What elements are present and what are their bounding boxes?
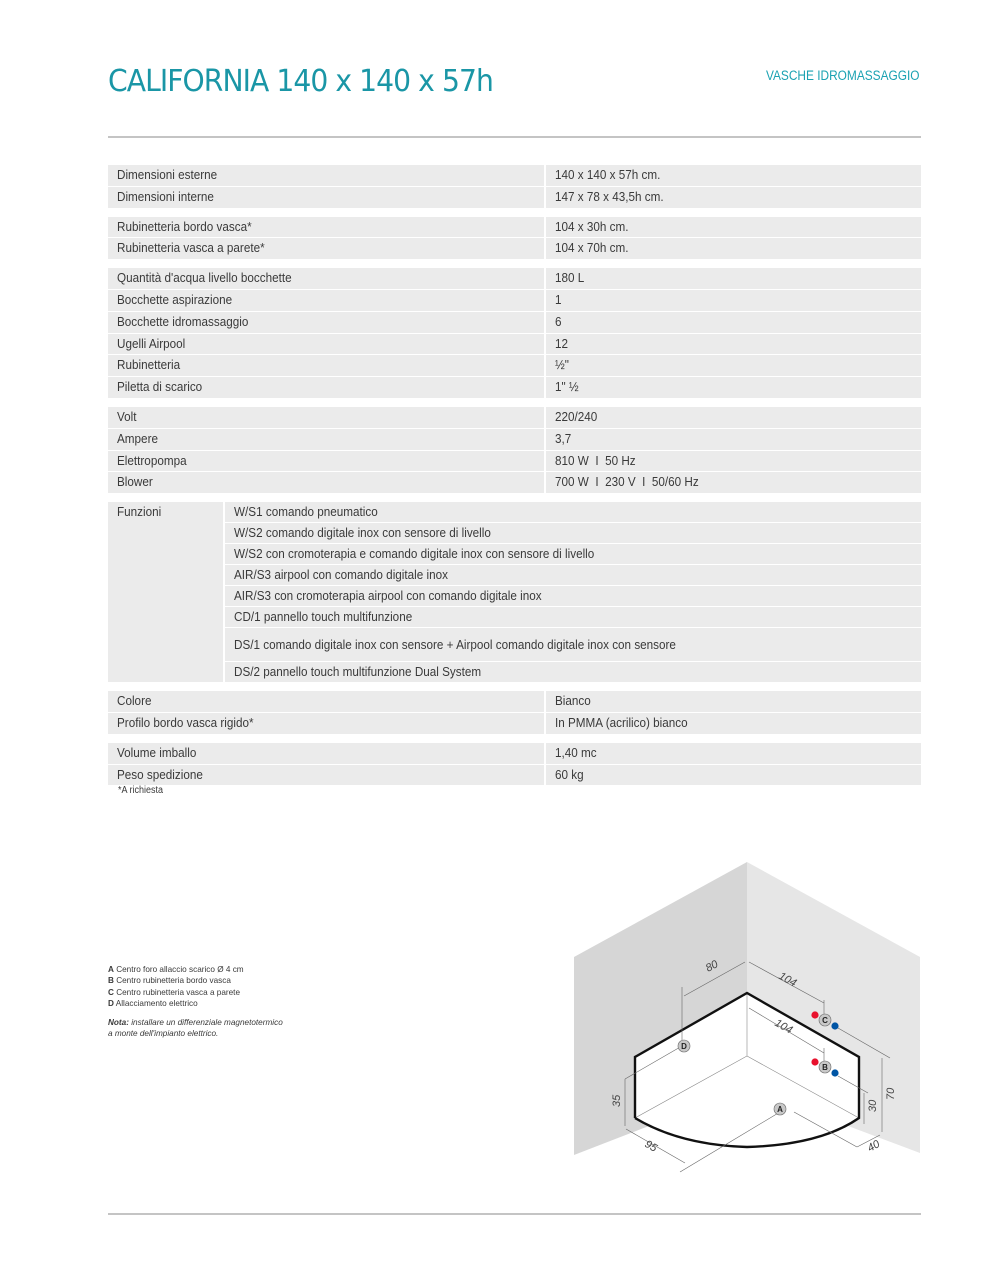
spec-group <box>108 743 921 786</box>
spec-label: Rubinetteria bordo vasca* <box>108 217 544 238</box>
spec-label: Bocchette idromassaggio <box>108 312 544 333</box>
spec-row <box>108 451 921 472</box>
spec-value: Bianco <box>546 691 921 712</box>
spec-value: 1,40 mc <box>546 743 921 764</box>
dimension-95: 95 <box>642 1138 660 1155</box>
spec-value: 104 x 30h cm. <box>546 217 921 238</box>
spec-row <box>108 187 921 208</box>
spec-row <box>108 290 921 311</box>
top-divider <box>108 136 921 138</box>
page-title: CALIFORNIA 140 x 140 x 57h <box>108 64 493 99</box>
spec-row <box>108 691 921 712</box>
hot-water-icon <box>811 1011 818 1018</box>
spec-row <box>108 472 921 493</box>
marker-c-label: C <box>822 1016 828 1025</box>
dimension-35: 35 <box>611 1094 623 1107</box>
function-item: CD/1 pannello touch multifunzione <box>225 607 921 627</box>
marker-d <box>678 1040 690 1052</box>
legend-item: B Centro rubinetteria bordo vasca <box>108 976 231 986</box>
bottom-divider <box>108 1213 921 1215</box>
installation-diagram <box>560 850 940 1180</box>
diagram-legend <box>108 964 288 1040</box>
spec-row <box>108 355 921 376</box>
spec-value: 220/240 <box>546 407 921 428</box>
spec-value: 140 x 140 x 57h cm. <box>546 165 921 186</box>
spec-group <box>108 268 921 398</box>
spec-group <box>108 165 921 208</box>
spec-value: 700 W I 230 V I 50/60 Hz <box>546 472 921 493</box>
spec-value: 180 L <box>546 268 921 289</box>
spec-row <box>108 268 921 289</box>
function-item: DS/2 pannello touch multifunzione Dual System <box>225 662 921 682</box>
cold-water-icon <box>831 1022 838 1029</box>
spec-value: 3,7 <box>546 429 921 450</box>
marker-b-label: B <box>822 1063 828 1072</box>
spec-group <box>108 407 921 493</box>
functions-label: Funzioni <box>108 502 223 682</box>
spec-label: Ugelli Airpool <box>108 334 544 355</box>
footnote: *A richiesta <box>118 785 164 796</box>
spec-row <box>108 407 921 428</box>
spec-label: Dimensioni esterne <box>108 165 544 186</box>
legend-note: Nota: installare un differenziale magnetotermico a monte dell'impianto elettrico. <box>108 1018 283 1039</box>
cold-water-icon <box>831 1069 838 1076</box>
spec-row <box>108 377 921 398</box>
spec-value: 810 W I 50 Hz <box>546 451 921 472</box>
spec-group <box>108 691 921 734</box>
spec-group <box>108 217 921 260</box>
spec-label: Peso spedizione <box>108 765 544 786</box>
spec-value: 104 x 70h cm. <box>546 238 921 259</box>
spec-label: Blower <box>108 472 544 493</box>
dimension-30: 30 <box>867 1099 879 1112</box>
marker-a <box>774 1103 786 1115</box>
spec-row <box>108 743 921 764</box>
spec-value: 1" ½ <box>546 377 921 398</box>
spec-label: Bocchette aspirazione <box>108 290 544 311</box>
spec-row <box>108 429 921 450</box>
dimension-104-top: 104 <box>776 970 799 990</box>
spec-label: Volt <box>108 407 544 428</box>
spec-label: Piletta di scarico <box>108 377 544 398</box>
spec-label: Colore <box>108 691 544 712</box>
spec-value: 12 <box>546 334 921 355</box>
function-item: AIR/S3 con cromoterapia airpool con comando digitale inox <box>225 586 921 606</box>
spec-value: ½" <box>546 355 921 376</box>
legend-item: D Allacciamento elettrico <box>108 998 198 1008</box>
functions-list <box>225 502 921 682</box>
dimension-80: 80 <box>703 958 721 975</box>
spec-label: Quantità d'acqua livello bocchette <box>108 268 544 289</box>
spec-row <box>108 165 921 186</box>
spec-label: Rubinetteria <box>108 355 544 376</box>
marker-a-label: A <box>777 1105 783 1114</box>
spec-label: Dimensioni interne <box>108 187 544 208</box>
function-item: DS/1 comando digitale inox con sensore + Airpool comando digitale inox con sensore <box>225 628 921 661</box>
spec-value: 6 <box>546 312 921 333</box>
spec-value: In PMMA (acrilico) bianco <box>546 713 921 734</box>
dimension-104-inner: 104 <box>772 1017 795 1037</box>
spec-label: Rubinetteria vasca a parete* <box>108 238 544 259</box>
function-item: W/S1 comando pneumatico <box>225 502 921 522</box>
spec-row <box>108 217 921 238</box>
spec-value: 1 <box>546 290 921 311</box>
hot-water-icon <box>811 1058 818 1065</box>
spec-value: 60 kg <box>546 765 921 786</box>
marker-d-label: D <box>681 1042 687 1051</box>
function-item: AIR/S3 airpool con comando digitale inox <box>225 565 921 585</box>
spec-label: Elettropompa <box>108 451 544 472</box>
spec-value: 147 x 78 x 43,5h cm. <box>546 187 921 208</box>
spec-label: Ampere <box>108 429 544 450</box>
functions-group <box>108 502 921 682</box>
function-item: W/S2 comando digitale inox con sensore di livello <box>225 523 921 543</box>
function-item: W/S2 con cromoterapia e comando digitale inox con sensore di livello <box>225 544 921 564</box>
spec-row <box>108 312 921 333</box>
dimension-40: 40 <box>865 1138 883 1155</box>
category-label: VASCHE IDROMASSAGGIO <box>766 68 920 83</box>
spec-label: Volume imballo <box>108 743 544 764</box>
legend-item: C Centro rubinetteria vasca a parete <box>108 987 240 997</box>
dimension-70: 70 <box>885 1087 897 1100</box>
legend-item: A Centro foro allaccio scarico Ø 4 cm <box>108 965 244 974</box>
spec-table <box>108 165 921 794</box>
spec-label: Profilo bordo vasca rigido* <box>108 713 544 734</box>
spec-row <box>108 713 921 734</box>
spec-row <box>108 765 921 786</box>
spec-row <box>108 238 921 259</box>
spec-row <box>108 334 921 355</box>
